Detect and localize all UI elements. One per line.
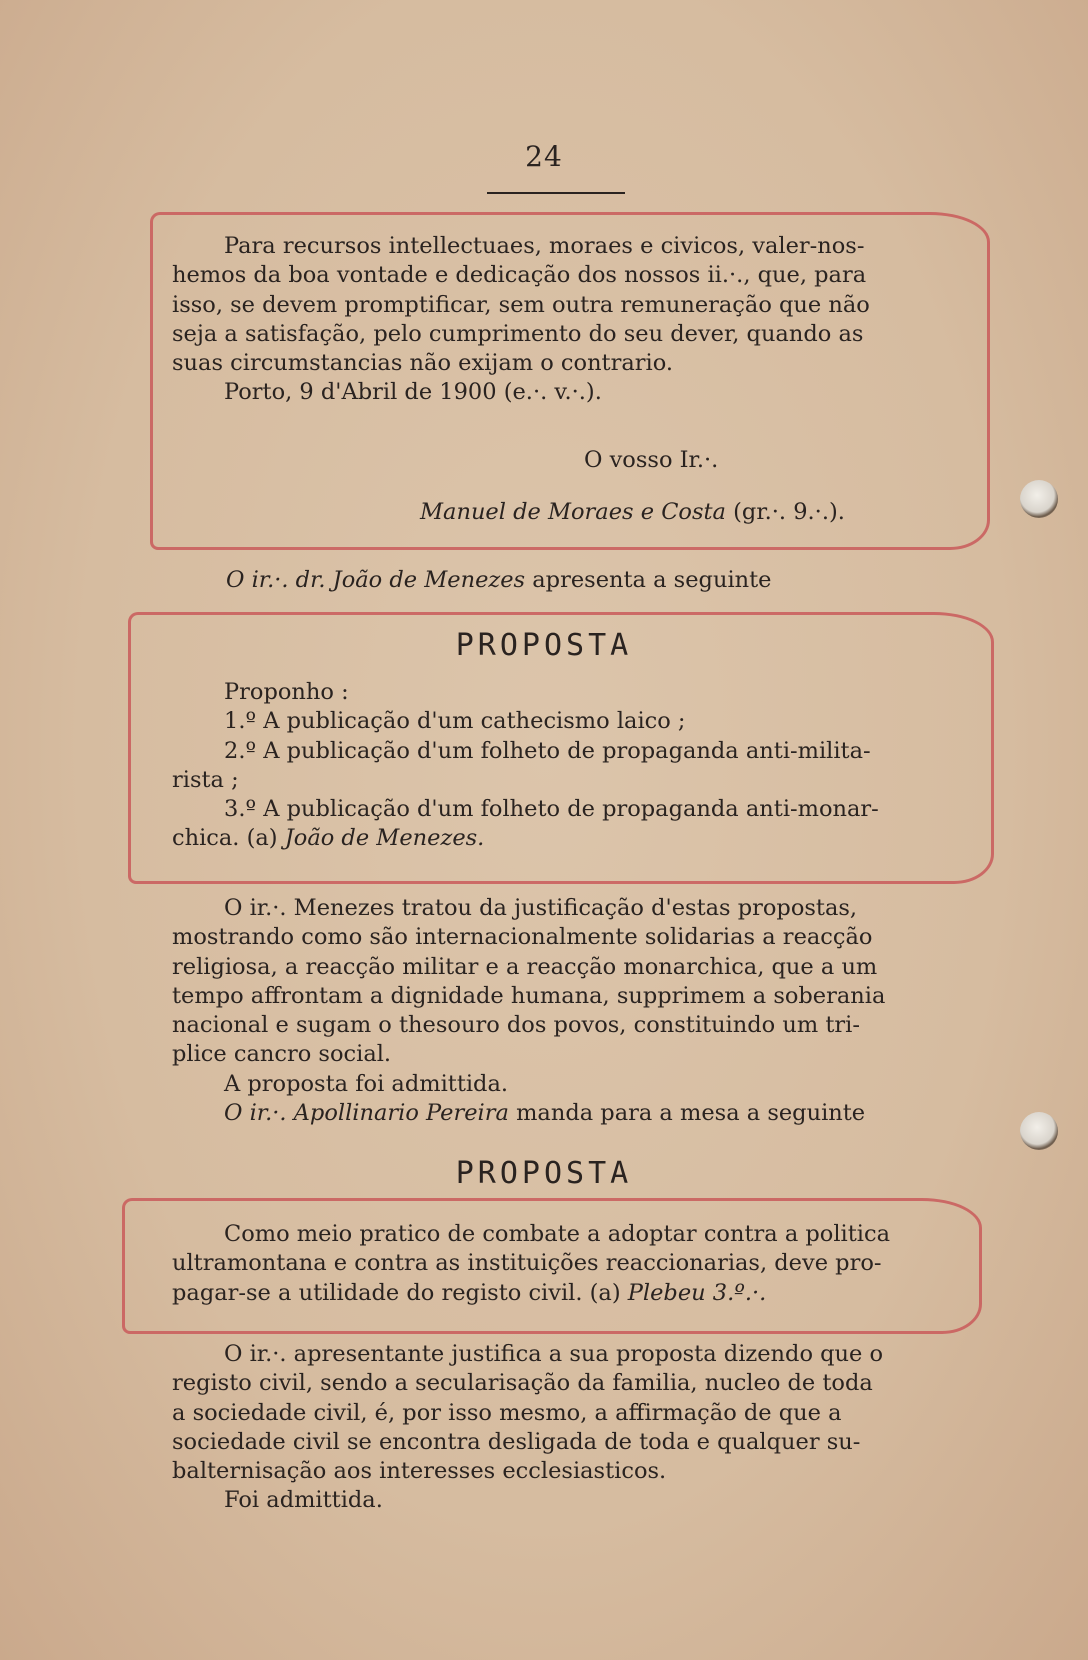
proposal-item-cont: chica. (a) xyxy=(172,825,278,852)
proposal-item-cont: rista ; xyxy=(172,766,239,793)
intro-line-1: O ir.·. dr. João de Menezes apresenta a seguinte xyxy=(226,567,772,593)
punch-hole-top xyxy=(1020,480,1058,518)
page-number: 24 xyxy=(525,140,563,173)
text-line: sociedade civil se encontra desligada de toda e qualquer su- xyxy=(172,1428,861,1455)
letter-line: hemos da boa vontade e dedicação dos nossos ii.·., que, para xyxy=(172,262,867,289)
admitted-note: A proposta foi admittida. xyxy=(224,1070,509,1097)
signature-name: Manuel de Moraes e Costa xyxy=(420,499,726,525)
text-line: pagar-se a utilidade do registo civil. (a) xyxy=(172,1279,621,1306)
letter-block xyxy=(172,232,944,408)
text-line: O ir.·. Menezes tratou da justificação d'estas propostas, xyxy=(224,895,858,921)
letter-line: Para recursos intellectuaes, moraes e civicos, valer-nos- xyxy=(224,233,865,259)
letter-line: suas circumstancias não exijam o contrario. xyxy=(172,350,674,377)
text-line: Como meio pratico de combate a adoptar contra a politica xyxy=(224,1221,890,1247)
text-line: nacional e sugam o thesouro dos povos, constituindo um tri- xyxy=(172,1012,860,1039)
proposal-item: 3.º A publicação d'um folheto de propaganda anti-monar- xyxy=(224,796,879,823)
closing: O vosso Ir.·. xyxy=(584,447,719,473)
proposal-item: 1.º A publicação d'um cathecismo laico ; xyxy=(224,708,686,735)
proposer-name-2: O ir.·. Apollinario Pereira xyxy=(224,1100,509,1127)
proposal-heading-2: PROPOSTA xyxy=(455,1156,633,1191)
justification-1: O ir.·. Menezes tratou da justificação d'estas propostas, mostrando como são internacionalmente solidarias a reacção religiosa, a reacção militar e a reacção monarchica, que a um tempo affrontam a dignidade humana, supprimem a soberania nacional e sugam o thesouro dos povos, constituindo um tri- plice cancro social. A proposta foi admittida. O ir.·. Apollinario Pereira manda para a mesa a seguinte xyxy=(172,894,944,1128)
text-line: religiosa, a reacção militar e a reacção monarchica, que a um xyxy=(172,953,878,980)
punch-hole-bottom xyxy=(1020,1112,1058,1150)
proposal-signature: João de Menezes. xyxy=(284,825,485,852)
text-line: registo civil, sendo a secularisação da familia, nucleo de toda xyxy=(172,1370,873,1397)
letter-line: isso, se devem promptificar, sem outra remuneração que não xyxy=(172,291,870,318)
text-line: mostrando como são internacionalmente solidarias a reacção xyxy=(172,924,873,951)
proposal-1-body xyxy=(172,678,944,854)
proposal-lead: Proponho : xyxy=(224,679,349,705)
text-line: O ir.·. apresentante justifica a sua proposta dizendo que o xyxy=(224,1341,884,1367)
text-line: ultramontana e contra as instituições reaccionarias, deve pro- xyxy=(172,1250,882,1277)
text-line: balternisação aos interesses ecclesiasticos. xyxy=(172,1458,667,1485)
text-line: a sociedade civil, é, por isso mesmo, a affirmação de que a xyxy=(172,1399,842,1426)
text-line: tempo affrontam a dignidade humana, supprimem a soberania xyxy=(172,982,886,1009)
justification-2 xyxy=(172,1340,944,1516)
proposer-name-1: O ir.·. dr. João de Menezes xyxy=(226,567,526,593)
text-line: plice cancro social. xyxy=(172,1041,392,1068)
letter-line: seja a satisfação, pelo cumprimento do seu dever, quando as xyxy=(172,320,864,347)
proposal-2-body xyxy=(172,1220,944,1308)
admitted-note: Foi admittida. xyxy=(224,1487,383,1514)
dateline: Porto, 9 d'Abril de 1900 (e.·. v.·.). xyxy=(224,379,602,406)
proposal-item: 2.º A publicação d'um folheto de propaganda anti-milita- xyxy=(224,737,871,764)
signature-line xyxy=(420,498,900,527)
proposal-heading-1: PROPOSTA xyxy=(455,628,633,663)
signature-suffix: (gr.·. 9.·.). xyxy=(733,499,845,525)
proposal-signature: Plebeu 3.º.·. xyxy=(627,1279,767,1306)
header-rule xyxy=(487,192,625,194)
